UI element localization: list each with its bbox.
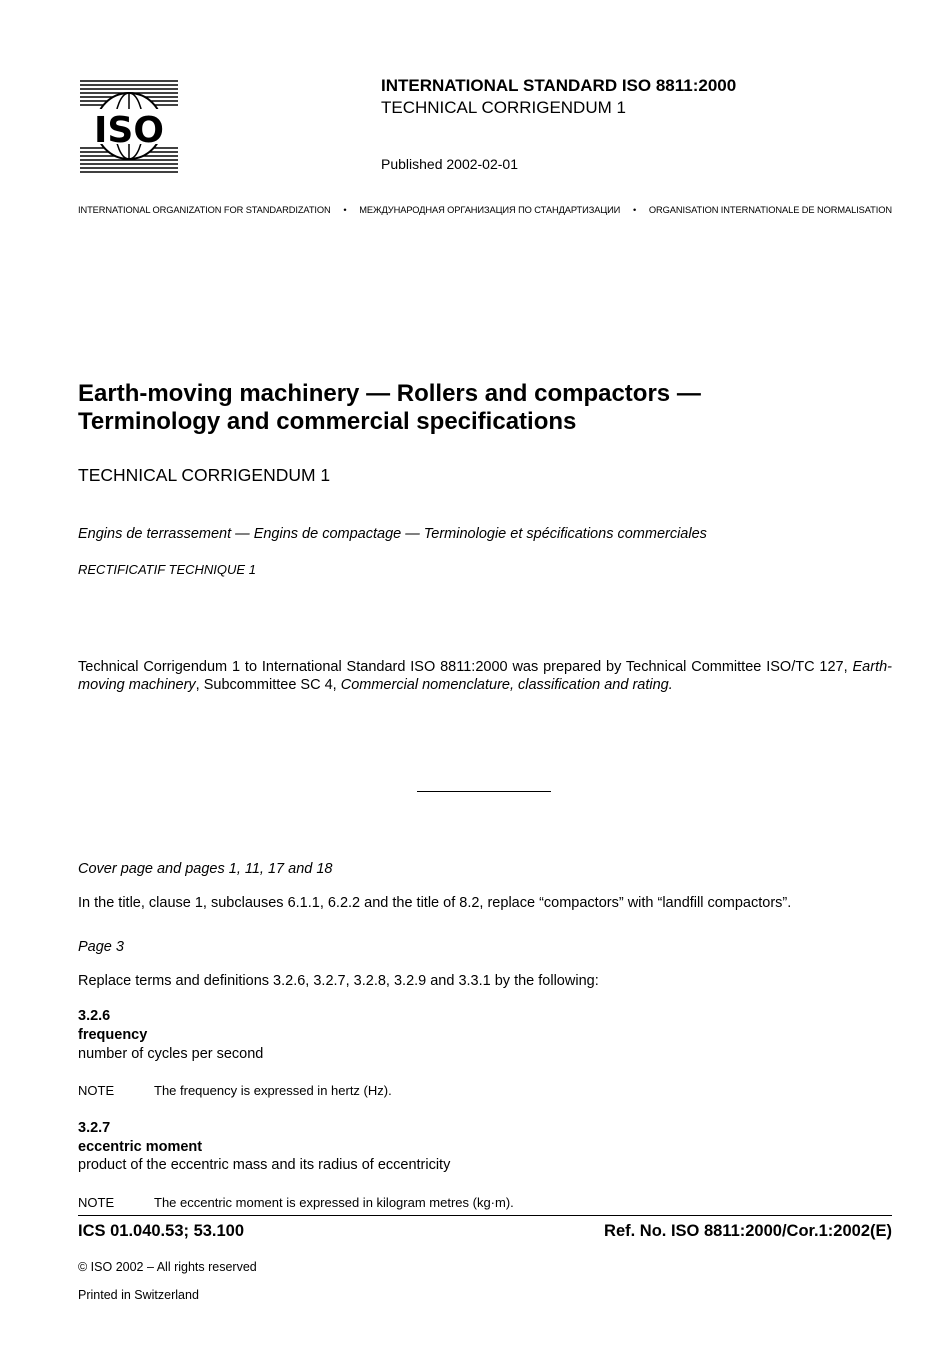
intro-paragraph bbox=[78, 658, 892, 694]
cover-heading: Cover page and pages 1, 11, 17 and 18 bbox=[78, 861, 333, 877]
term-name: frequency bbox=[78, 1027, 148, 1043]
title-line-2: Terminology and commercial specifications bbox=[78, 408, 577, 435]
intro-text-1: Technical Corrigendum 1 to International Standard ISO 8811:2000 was prepared by Technical Committee ISO/TC 127, bbox=[78, 659, 853, 675]
bullet-separator: • bbox=[633, 205, 637, 215]
cover-text: In the title, clause 1, subclauses 6.1.1, 6.2.2 and the title of 8.2, replace “compactors” with “landfill compactors”. bbox=[78, 895, 792, 911]
intro-subcommittee: Commercial nomenclature, classification and rating. bbox=[340, 677, 673, 693]
term-name: eccentric moment bbox=[78, 1139, 203, 1155]
subtitle: TECHNICAL CORRIGENDUM 1 bbox=[78, 465, 331, 485]
page3-heading: Page 3 bbox=[78, 939, 124, 955]
french-title: Engins de terrassement — Engins de compactage — Terminologie et spécifications commerciales bbox=[78, 526, 707, 542]
title-line-1: Earth-moving machinery — Rollers and compactors — bbox=[78, 380, 701, 407]
bullet-separator: • bbox=[343, 205, 347, 215]
copyright: © ISO 2002 – All rights reserved bbox=[78, 1260, 257, 1274]
logo-text: ISO bbox=[94, 110, 164, 151]
ics-codes: ICS 01.040.53; 53.100 bbox=[78, 1222, 245, 1240]
note-text: The eccentric moment is expressed in kilogram metres (kg·m). bbox=[154, 1195, 514, 1210]
org-english: INTERNATIONAL ORGANIZATION FOR STANDARDIZATION bbox=[78, 205, 331, 215]
term-definition: product of the eccentric mass and its radius of eccentricity bbox=[78, 1157, 451, 1173]
footer-rule bbox=[78, 1215, 892, 1216]
printed-in: Printed in Switzerland bbox=[78, 1288, 199, 1302]
term-number: 3.2.6 bbox=[78, 1008, 111, 1024]
intro-committee: Earth-moving machinery bbox=[78, 659, 892, 693]
note-label: NOTE bbox=[78, 1083, 115, 1098]
org-russian: МЕЖДУНАРОДНАЯ ОРГАНИЗАЦИЯ ПО СТАНДАРТИЗАЦИИ bbox=[359, 205, 621, 215]
term-definition: number of cycles per second bbox=[78, 1046, 264, 1062]
intro-text-2: , Subcommittee SC 4, bbox=[195, 677, 341, 693]
reference-number: Ref. No. ISO 8811:2000/Cor.1:2002(E) bbox=[604, 1222, 892, 1240]
term-number: 3.2.7 bbox=[78, 1120, 111, 1136]
note-label: NOTE bbox=[78, 1195, 115, 1210]
page3-text: Replace terms and definitions 3.2.6, 3.2.7, 3.2.8, 3.2.9 and 3.3.1 by the following: bbox=[78, 973, 599, 989]
document-title bbox=[78, 380, 898, 436]
section-divider bbox=[417, 791, 551, 792]
org-french: ORGANISATION INTERNATIONALE DE NORMALISATION bbox=[648, 205, 892, 215]
note-text: The frequency is expressed in hertz (Hz). bbox=[154, 1083, 392, 1098]
iso-logo bbox=[80, 80, 178, 173]
standard-number: INTERNATIONAL STANDARD ISO 8811:2000 bbox=[381, 76, 737, 95]
corrigendum-label: TECHNICAL CORRIGENDUM 1 bbox=[381, 98, 626, 117]
published-date: Published 2002-02-01 bbox=[381, 156, 518, 172]
organizations-line bbox=[78, 205, 892, 215]
french-rectificatif: RECTIFICATIF TECHNIQUE 1 bbox=[78, 562, 256, 577]
